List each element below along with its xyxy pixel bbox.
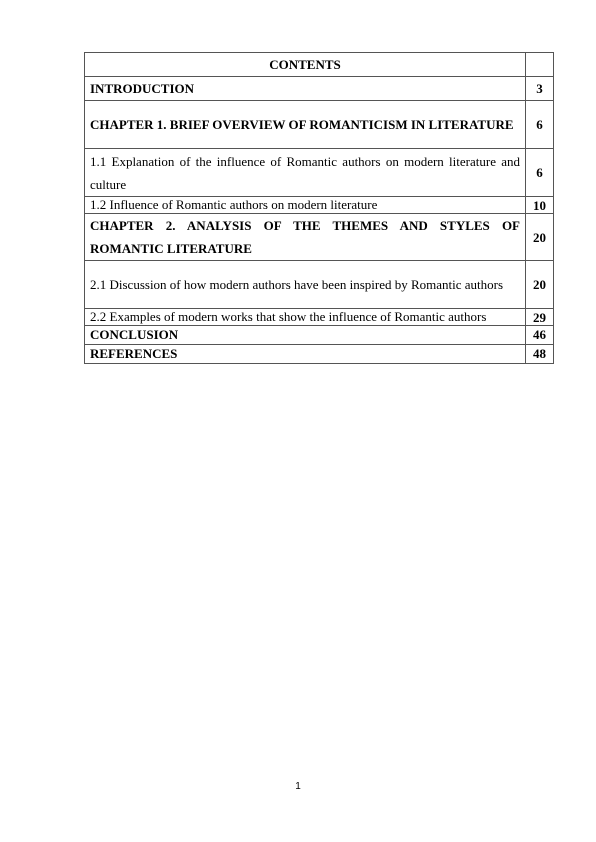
toc-entry-references: REFERENCES [85, 345, 526, 364]
header-page-cell [526, 53, 554, 77]
toc-entry-chapter-1: CHAPTER 1. BRIEF OVERVIEW OF ROMANTICISM IN LITERATURE [85, 101, 526, 149]
toc-entry-introduction: INTRODUCTION [85, 77, 526, 101]
page-number: 1 [295, 781, 301, 792]
toc-row [85, 77, 554, 101]
toc-row [85, 261, 554, 309]
toc-row [85, 345, 554, 364]
contents-heading: CONTENTS [85, 53, 526, 77]
toc-page-number: 48 [526, 345, 554, 364]
toc-page-number: 6 [526, 101, 554, 149]
toc-page-number: 29 [526, 309, 554, 326]
toc-page-number: 6 [526, 149, 554, 197]
toc-row [85, 326, 554, 345]
toc-entry-conclusion: CONCLUSION [85, 326, 526, 345]
toc-page-number: 46 [526, 326, 554, 345]
toc-entry-2-1: 2.1 Discussion of how modern authors have been inspired by Romantic authors [85, 261, 526, 309]
toc-entry-1-1: 1.1 Explanation of the influence of Romantic authors on modern literature and culture [85, 149, 526, 197]
toc-row [85, 149, 554, 197]
toc-row [85, 197, 554, 214]
toc-entry-chapter-2: CHAPTER 2. ANALYSIS OF THE THEMES AND STYLES OF ROMANTIC LITERATURE [85, 214, 526, 261]
toc-entry-2-2: 2.2 Examples of modern works that show the influence of Romantic authors [85, 309, 526, 326]
toc-page-number: 20 [526, 261, 554, 309]
toc-row [85, 309, 554, 326]
toc-row [85, 101, 554, 149]
toc-entry-1-2: 1.2 Influence of Romantic authors on modern literature [85, 197, 526, 214]
toc-header-row [85, 53, 554, 77]
toc-page-number: 3 [526, 77, 554, 101]
toc-page-number: 20 [526, 214, 554, 261]
toc-row [85, 214, 554, 261]
toc-page-number: 10 [526, 197, 554, 214]
table-of-contents [84, 52, 554, 364]
